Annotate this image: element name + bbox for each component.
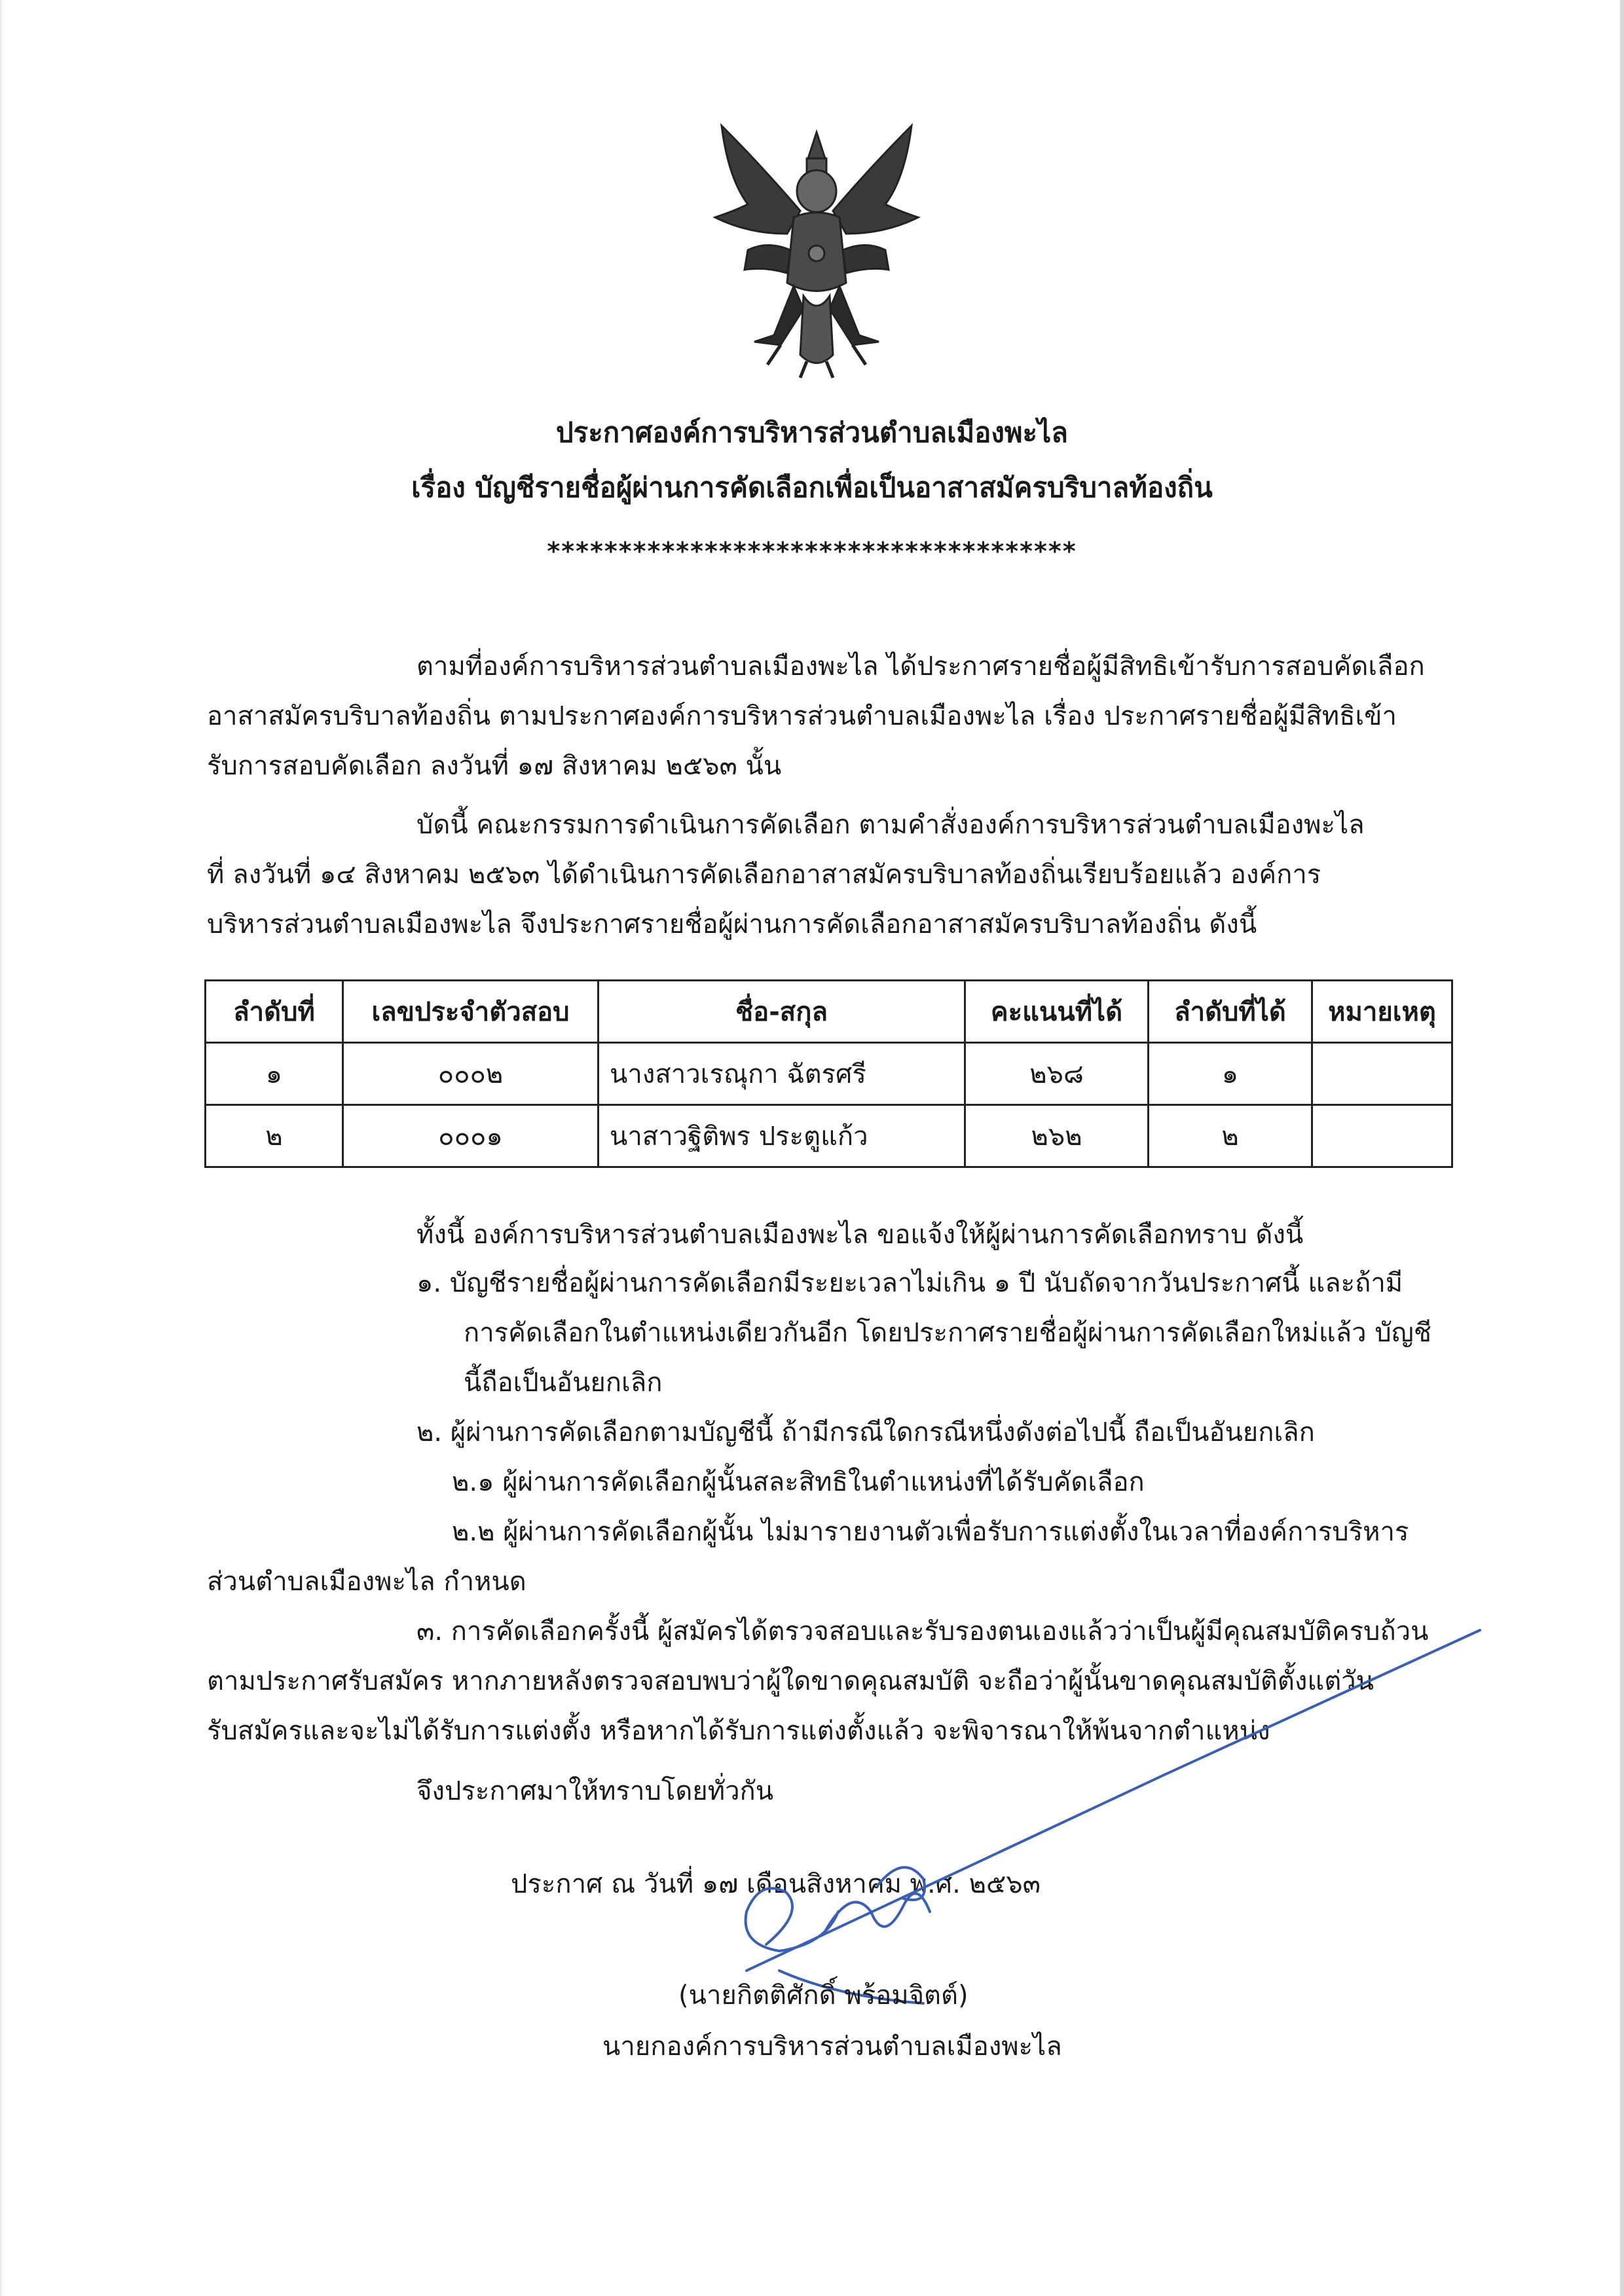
cell-rank: ๒ <box>1149 1105 1312 1167</box>
document-subject: เรื่อง บัญชีรายชื่อผู้ผ่านการคัดเลือกเพื่อเป็นอาสาสมัครบริบาลท้องถิ่น <box>411 471 1213 503</box>
col-header-note: หมายเหตุ <box>1312 981 1452 1043</box>
garuda-emblem-icon <box>702 119 931 381</box>
cell-name: นางสาวเรณุกา ฉัตรศรี <box>599 1043 965 1105</box>
page-edge-left <box>0 0 2 2296</box>
text-line: ตามที่องค์การบริหารส่วนตำบลเมืองพะไล ได้ประกาศรายชื่อผู้มีสิทธิเข้ารับการสอบคัดเลือก <box>416 651 1425 682</box>
cell-note <box>1312 1043 1452 1105</box>
cell-no: ๒ <box>206 1105 343 1167</box>
col-header-no: ลำดับที่ <box>206 981 343 1043</box>
cell-no: ๑ <box>206 1043 343 1105</box>
cell-note <box>1312 1105 1452 1167</box>
conditions-lead: ทั้งนี้ องค์การบริหารส่วนตำบลเมืองพะไล ขอแจ้งให้ผู้ผ่านการคัดเลือกทราบ ดังนี้ <box>416 1220 1304 1250</box>
table-header-row <box>206 981 1452 1043</box>
condition-item-2-2-line-2: ส่วนตำบลเมืองพะไล กำหนด <box>207 1567 526 1597</box>
col-header-name: ชื่อ-สกุล <box>599 981 965 1043</box>
cell-exam-id: ๐๐๐๑ <box>343 1105 599 1167</box>
intro-paragraph-1 <box>207 642 1464 791</box>
table-row <box>206 1105 1452 1167</box>
document-title: ประกาศองค์การบริหารส่วนตำบลเมืองพะไล <box>556 416 1068 448</box>
cell-score: ๒๖๒ <box>965 1105 1149 1167</box>
signer-name: (นายกิตติศักดิ์ พร้อมจิตต์) <box>678 1980 969 2011</box>
condition-item-3-line-1: ๓. การคัดเลือกครั้งนี้ ผู้สมัครได้ตรวจสอบและรับรองตนเองแล้วว่าเป็นผู้มีคุณสมบัติครบถ้วน <box>416 1616 1429 1647</box>
condition-item-3-line-2: ตามประกาศรับสมัคร หากภายหลังตรวจสอบพบว่าผู้ใดขาดคุณสมบัติ จะถือว่าผู้นั้นขาดคุณสมบัติตั้งแต่วัน <box>207 1666 1374 1696</box>
page-edge-right <box>1620 0 1624 2296</box>
condition-item-1-line-1: ๑. บัญชีรายชื่อผู้ผ่านการคัดเลือกมีระยะเวลาไม่เกิน ๑ ปี นับถัดจากวันประกาศนี้ และถ้ามี <box>416 1268 1403 1298</box>
cell-exam-id: ๐๐๐๒ <box>343 1043 599 1105</box>
condition-item-2-1: ๒.๑ ผู้ผ่านการคัดเลือกผู้นั้นสละสิทธิในตำแหน่งที่ได้รับคัดเลือก <box>452 1467 1145 1497</box>
handwritten-signature <box>707 1604 1506 2023</box>
condition-item-2-2-line-1: ๒.๒ ผู้ผ่านการคัดเลือกผู้นั้น ไม่มารายงานตัวเพื่อรับการแต่งตั้งในเวลาที่องค์การบริหาร <box>452 1517 1409 1547</box>
closing-statement: จึงประกาศมาให้ทราบโดยทั่วกัน <box>416 1776 774 1806</box>
col-header-score: คะแนนที่ได้ <box>965 981 1149 1043</box>
signer-title: นายกองค์การบริหารส่วนตำบลเมืองพะไล <box>602 2032 1062 2062</box>
text-line: อาสาสมัครบริบาลท้องถิ่น ตามประกาศองค์การบริหารส่วนตำบลเมืองพะไล เรื่อง ประกาศรายชื่อผู้มีสิทธิเข้า <box>207 701 1397 731</box>
results-table <box>204 979 1453 1168</box>
col-header-rank: ลำดับที่ได้ <box>1149 981 1312 1043</box>
separator-stars: ************************************* <box>547 537 1077 566</box>
cell-name: นาสาวฐิติพร ประตูแก้ว <box>599 1105 965 1167</box>
cell-score: ๒๖๘ <box>965 1043 1149 1105</box>
condition-item-2: ๒. ผู้ผ่านการคัดเลือกตามบัญชีนี้ ถ้ามีกรณีใดกรณีหนึ่งดังต่อไปนี้ ถือเป็นอันยกเลิก <box>416 1417 1315 1448</box>
intro-paragraph-2 <box>207 800 1464 949</box>
announcement-date: ประกาศ ณ วันที่ ๑๗ เดือนสิงหาคม พ.ศ. ๒๕๖๓ <box>511 1869 1041 1899</box>
col-header-exam-id: เลขประจำตัวสอบ <box>343 981 599 1043</box>
cell-rank: ๑ <box>1149 1043 1312 1105</box>
text-line: บัดนี้ คณะกรรมการดำเนินการคัดเลือก ตามคำสั่งองค์การบริหารส่วนตำบลเมืองพะไล <box>416 810 1365 840</box>
condition-item-1-line-3: นี้ถือเป็นอันยกเลิก <box>464 1368 663 1398</box>
condition-item-1-line-2: การคัดเลือกในตำแหน่งเดียวกันอีก โดยประกาศรายชื่อผู้ผ่านการคัดเลือกใหม่แล้ว บัญชี <box>464 1318 1431 1348</box>
text-line: รับการสอบคัดเลือก ลงวันที่ ๑๗ สิงหาคม ๒๕๖๓ นั้น <box>207 751 782 781</box>
text-line: บริหารส่วนตำบลเมืองพะไล จึงประกาศรายชื่อผู้ผ่านการคัดเลือกอาสาสมัครบริบาลท้องถิ่น ดังนี้ <box>207 909 1257 939</box>
text-line: ที่ ลงวันที่ ๑๔ สิงหาคม ๒๕๖๓ ได้ดำเนินการคัดเลือกอาสาสมัครบริบาลท้องถิ่นเรียบร้อยแล้ว องค์การ <box>207 860 1321 890</box>
table-row <box>206 1043 1452 1105</box>
condition-item-3-line-3: รับสมัครและจะไม่ได้รับการแต่งตั้ง หรือหากได้รับการแต่งตั้งแล้ว จะพิจารณาให้พ้นจากตำแหน่ง <box>207 1716 1270 1746</box>
